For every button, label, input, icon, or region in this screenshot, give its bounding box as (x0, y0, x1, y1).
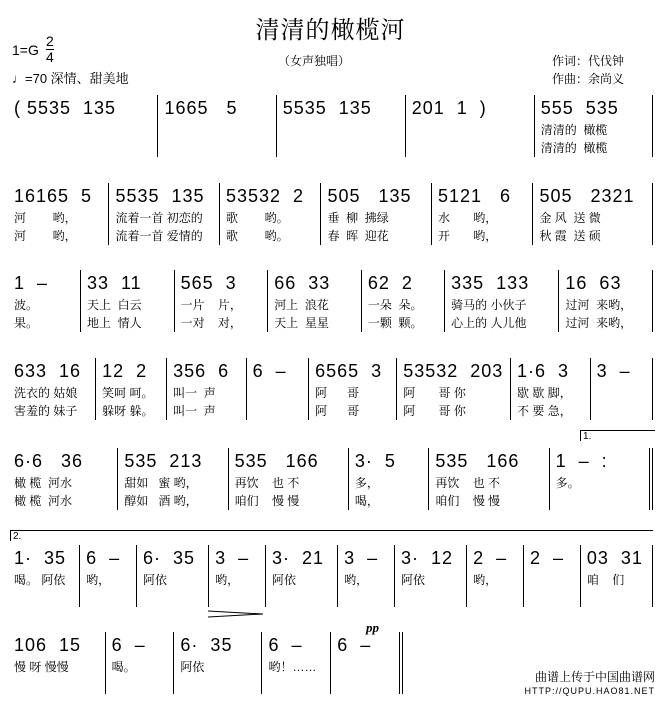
footer-site: 曲谱上传于中国曲谱网 (534, 670, 655, 684)
measure (406, 95, 535, 157)
lyricist: 作词：代伐钟 (552, 54, 625, 68)
lyric-verse-2 (14, 589, 75, 607)
credits (552, 52, 624, 88)
measure-notes: 633 16 (14, 361, 82, 381)
measure-notes: 356 6 (173, 361, 230, 381)
measure-notes: 62 2 (367, 273, 413, 293)
lyric-verse-2 (337, 676, 395, 694)
measure (109, 183, 220, 245)
measure (467, 545, 524, 607)
lyric-verse-2 (164, 139, 271, 157)
lyric-verse-2 (14, 676, 101, 694)
lyric-verse-2: 秋 霞 送 硕 (539, 229, 601, 243)
measure-notes: 6 – (268, 635, 303, 655)
footer-url: HTTP://QUPU.HAO81.NET (524, 686, 655, 696)
lyric-verse-1: 慢 呀 慢慢 (14, 660, 69, 674)
measure (581, 545, 653, 607)
lyric-verse-2 (530, 589, 576, 607)
lyric-verse-1: 笑呵 呵。 (102, 386, 154, 400)
lyric-verse-2: 过河 来哟， (565, 316, 633, 330)
lyric-verse-2 (268, 676, 326, 694)
lyric-verse-2 (112, 676, 170, 694)
lyric-verse-1: 喝。 (111, 660, 136, 674)
lyric-verse-2 (401, 589, 462, 607)
lyric-verse-2 (143, 589, 204, 607)
lyric-verse-2 (215, 589, 261, 607)
lyric-verse-1: 阿 哥 你 (403, 386, 466, 400)
measure (8, 358, 96, 420)
measure (174, 632, 262, 694)
lyric-verse-2 (473, 589, 519, 607)
measure-notes: 3· 21 (272, 548, 325, 568)
measure (445, 270, 559, 332)
lyric-verse-1: 橄 榄 河水 (14, 476, 73, 490)
lyric-verse-1: 阿依 (272, 573, 297, 587)
lyric-verse-2: 开 哟， (437, 229, 498, 243)
measure-notes: 1· 35 (14, 548, 67, 568)
lyric-verse-2 (344, 589, 390, 607)
measure-notes: 6 – (111, 635, 146, 655)
lyric-verse-1: 阿 哥 (315, 386, 360, 400)
lyric-verse-2 (180, 676, 257, 694)
lyric-verse-1 (164, 121, 271, 139)
measure-notes: 201 1 ) (411, 98, 487, 118)
measure-notes: 1665 5 (164, 98, 238, 118)
lyric-verse-1 (14, 121, 153, 139)
lyric-verse-2: 流着一首 爱情的 (115, 229, 203, 243)
measure-notes: 1·6 3 (517, 361, 570, 381)
staff-row (8, 95, 653, 157)
lyric-verse-1: 歌 哟。 (225, 211, 289, 225)
measure-notes: 6· 35 (143, 548, 196, 568)
lyric-verse-2: 歌 哟。 (225, 229, 289, 243)
measure (511, 358, 591, 420)
measure (277, 95, 406, 157)
lyric-verse-1 (412, 121, 530, 139)
measure-notes: 66 33 (274, 273, 331, 293)
measure-notes: 6 – (252, 361, 287, 381)
measure-notes: 505 135 (327, 186, 412, 206)
time-signature-bottom: 4 (46, 49, 54, 65)
lyric-verse-1: 金 风 送 微 (539, 211, 601, 225)
measure (395, 545, 467, 607)
measure (321, 183, 432, 245)
measure-notes: 565 3 (180, 273, 237, 293)
measure (247, 358, 309, 420)
measure-notes: 5535 135 (115, 186, 205, 206)
lyric-verse-1: 洗衣的 姑娘 (14, 386, 78, 400)
measure-notes: 16165 5 (14, 186, 93, 206)
lyric-verse-1: 哟， (86, 573, 111, 587)
staff-row (8, 448, 653, 510)
lyric-verse-1: 再饮 也 不 (234, 476, 300, 490)
lyric-verse-1: 歇 歇 脚， (517, 386, 572, 400)
lyric-verse-1: 喝。 阿依 (14, 573, 66, 587)
measure (81, 270, 175, 332)
measure (349, 448, 430, 510)
lyric-verse-1: 哟， (473, 573, 498, 587)
measure (591, 358, 653, 420)
measure-notes: 53532 203 (403, 361, 504, 381)
lyric-verse-1: 哟， (344, 573, 369, 587)
time-signature (46, 34, 54, 65)
volta-2: 2. (10, 530, 653, 541)
footer (524, 670, 655, 698)
measure-notes: 3 – (344, 548, 379, 568)
lyric-verse-1: 清清的 橄榄 (540, 123, 608, 137)
key-signature: 1=G (12, 42, 39, 58)
staff-row (8, 358, 653, 420)
measure-notes: 3· 5 (354, 451, 396, 471)
measure (220, 183, 321, 245)
measure (8, 183, 109, 245)
lyric-verse-2: 叫一 声 (173, 404, 216, 418)
measure (229, 448, 349, 510)
measure (8, 270, 81, 332)
measure-notes: 2 – (530, 548, 565, 568)
lyric-verse-1: 水 哟， (437, 211, 498, 225)
measure-notes: 3 – (215, 548, 250, 568)
lyric-verse-2: 清清的 橄榄 (540, 141, 608, 155)
measure (8, 95, 158, 157)
lyric-verse-1: 过河 来哟， (565, 298, 633, 312)
lyric-verse-2 (272, 589, 333, 607)
lyric-verse-2 (556, 492, 645, 510)
lyric-verse-2 (86, 589, 132, 607)
lyric-verse-1: 再饮 也 不 (435, 476, 501, 490)
lyric-verse-2: 橄 榄 河水 (14, 494, 73, 508)
lyric-verse-2 (597, 402, 648, 420)
lyric-verse-1 (337, 658, 395, 676)
lyric-verse-2: 阿 哥 (315, 404, 360, 418)
lyric-verse-2 (283, 139, 401, 157)
lyric-verse-1: 甜如 蜜 哟， (124, 476, 198, 490)
lyric-verse-1: 天上 白云 (86, 298, 142, 312)
song-title: 清清的橄榄河 (255, 17, 406, 44)
dynamic-marking: pp (366, 620, 379, 635)
measure-notes: 3· 12 (401, 548, 454, 568)
measure-notes: 106 15 (14, 635, 82, 655)
measure (8, 632, 106, 694)
lyric-verse-2: 春 晖 迎花 (327, 229, 389, 243)
lyric-verse-2: 一颗 颗。 (367, 316, 423, 330)
lyric-verse-1: 河 哟， (14, 211, 77, 225)
measure-notes: 335 133 (451, 273, 530, 293)
measure-notes: 16 63 (565, 273, 622, 293)
lyric-verse-2: 害羞的 妹子 (14, 404, 78, 418)
staff-row (8, 632, 403, 694)
lyric-verse-2 (587, 589, 648, 607)
measure (533, 183, 653, 245)
measure-notes: 6 – (337, 635, 372, 655)
staff-row (8, 270, 653, 332)
lyric-verse-1: 多。 (555, 476, 580, 490)
lyric-verse-2 (253, 402, 304, 420)
measure (266, 545, 338, 607)
lyric-verse-2 (412, 139, 530, 157)
measure (559, 270, 653, 332)
lyric-verse-1: 阿依 (143, 573, 168, 587)
lyric-verse-2: 果。 (14, 316, 39, 330)
measure (175, 270, 269, 332)
measure (362, 270, 445, 332)
lyric-verse-1: 波。 (14, 298, 39, 312)
measure (106, 632, 175, 694)
measure-notes: 535 213 (124, 451, 203, 471)
measure-notes: 555 535 (540, 98, 619, 118)
measure (209, 545, 266, 607)
measure (309, 358, 397, 420)
measure-notes: 5121 6 (437, 186, 512, 206)
lyric-verse-2: 醇如 酒 哟， (124, 494, 198, 508)
measure (158, 95, 276, 157)
lyric-verse-2: 一对 对， (180, 316, 242, 330)
measure (268, 270, 362, 332)
composer: 作曲：余尚义 (552, 72, 625, 86)
tempo-marking: ♩=70 深情、甜美地 (12, 71, 129, 86)
lyric-verse-1: 一朵 朵。 (367, 298, 423, 312)
lyric-verse-1: 咱 们 (586, 573, 625, 587)
measure (118, 448, 228, 510)
lyric-verse-2: 天上 星星 (274, 316, 329, 330)
measure (8, 448, 118, 510)
measure-notes: 6·6 36 (14, 451, 84, 471)
measure-notes: 505 2321 (539, 186, 635, 206)
lyric-verse-2: 躲呀 躲。 (102, 404, 154, 418)
measure (137, 545, 209, 607)
lyric-verse-1: 流着一首 初恋的 (115, 211, 203, 225)
measure (8, 545, 80, 607)
measure (550, 448, 653, 510)
lyric-verse-1 (253, 384, 304, 402)
measure-notes: 6 – (86, 548, 121, 568)
lyric-verse-1 (283, 121, 401, 139)
measure-notes: 53532 2 (225, 186, 305, 206)
lyric-verse-2 (14, 139, 153, 157)
lyric-verse-2: 地上 情人 (86, 316, 142, 330)
lyric-verse-2: 阿 哥 你 (403, 404, 466, 418)
lyric-verse-1 (530, 571, 576, 589)
lyric-verse-2: 心上的 人儿他 (451, 316, 527, 330)
decrescendo-hairpin (208, 610, 263, 618)
subtitle: （女声独唱） (278, 54, 351, 68)
measure-notes: 1 – (14, 273, 49, 293)
lyric-verse-1: 一片 片， (180, 298, 242, 312)
time-signature-top: 2 (46, 33, 54, 49)
measure (535, 95, 653, 157)
measure (524, 545, 581, 607)
measure-notes: 5535 135 (282, 98, 372, 118)
measure-notes: 535 166 (234, 451, 319, 471)
lyric-verse-2: 河 哟， (14, 229, 77, 243)
measure (167, 358, 247, 420)
measure (96, 358, 167, 420)
measure (432, 183, 533, 245)
volta-1: 1. (580, 430, 655, 441)
lyric-verse-1: 阿依 (180, 660, 205, 674)
lyric-verse-1: 阿依 (401, 573, 426, 587)
lyric-verse-1: 河上 浪花 (274, 298, 329, 312)
measure-notes: 2 – (473, 548, 508, 568)
measure-notes: 03 31 (586, 548, 643, 568)
measure-notes: 3 – (596, 361, 631, 381)
measure-notes: ( 5535 135 (14, 98, 117, 118)
measure-notes: 1 – : (555, 451, 608, 471)
lyric-verse-2: 不 要 急， (517, 404, 572, 418)
measure-notes: 12 2 (102, 361, 148, 381)
measure (338, 545, 395, 607)
measure-notes: 535 166 (435, 451, 520, 471)
measure (429, 448, 549, 510)
measure-notes: 33 11 (86, 273, 142, 293)
lyric-verse-1 (597, 384, 648, 402)
measure-notes: 6565 3 (315, 361, 383, 381)
measure-notes: 6· 35 (180, 635, 233, 655)
lyric-verse-2: 咱们 慢 慢 (435, 494, 501, 508)
staff-row (8, 545, 653, 607)
lyric-verse-1: 哟！…… (268, 660, 317, 674)
measure (262, 632, 331, 694)
staff-row (8, 183, 653, 245)
measure (80, 545, 137, 607)
measure (397, 358, 511, 420)
lyric-verse-1: 多， (354, 476, 379, 490)
lyric-verse-2: 喝， (354, 494, 379, 508)
lyric-verse-2: 咱们 慢 慢 (234, 494, 300, 508)
lyric-verse-1: 骑马的 小伙子 (451, 298, 527, 312)
lyric-verse-1: 哟， (215, 573, 240, 587)
lyric-verse-1: 垂 柳 拂绿 (327, 211, 389, 225)
measure (331, 632, 403, 694)
lyric-verse-1: 叫一 声 (173, 386, 216, 400)
